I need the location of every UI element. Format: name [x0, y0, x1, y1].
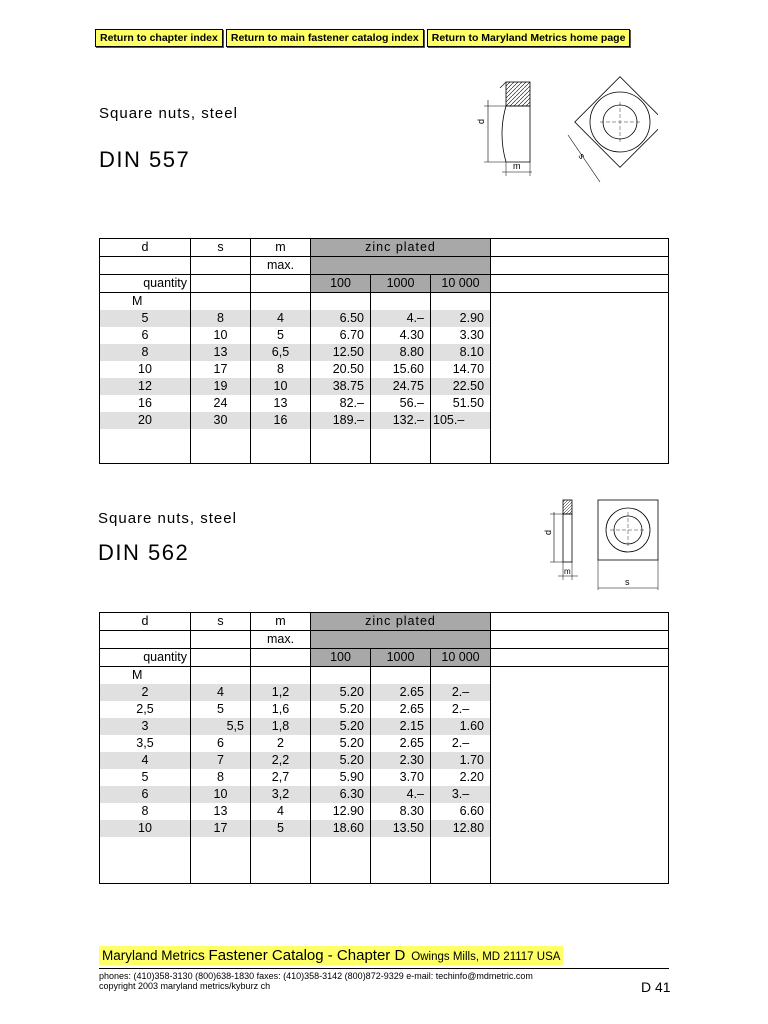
din562-table: [99, 612, 669, 884]
table-row: 20 30 16 189.– 132.– 105.–: [100, 412, 669, 429]
drawing2-label-m: m: [564, 567, 571, 576]
din557-drawing: [440, 72, 658, 188]
footer-divider: [99, 968, 669, 969]
unit-label: M: [100, 293, 191, 311]
header-zinc-plated: zinc plated: [311, 239, 491, 257]
table-row: 12 19 10 38.75 24.75 22.50: [100, 378, 669, 395]
table-row: 8 13 4 12.90 8.30 6.60: [100, 803, 669, 820]
footer-contact: [99, 971, 533, 991]
footer-copyright: copyright 2003 maryland metrics/kyburz ch: [99, 981, 271, 991]
header-qty-10000: 10 000: [431, 649, 491, 667]
drawing2-label-s: s: [625, 577, 630, 587]
footer-catalog-title: Fastener Catalog - Chapter D: [208, 947, 406, 964]
footer-contact-line: phones: (410)358-3130 (800)638-1830 faxes: (410)358-3142 (800)872-9329 e-mail: techinfo@mdmetric.com: [99, 971, 533, 981]
top-navigation: [95, 29, 630, 47]
drawing1-label-s: s: [576, 151, 588, 161]
home-page-link[interactable]: Return to Maryland Metrics home page: [427, 29, 631, 47]
drawing1-label-d: d: [476, 118, 486, 124]
table-row: 3 5,5 1,8 5.20 2.15 1.60: [100, 718, 669, 735]
footer-brand: Maryland Metrics: [102, 948, 209, 963]
table-row: 10 17 5 18.60 13.50 12.80: [100, 820, 669, 837]
table-row: 16 24 13 82.– 56.– 51.50: [100, 395, 669, 412]
header-qty-10000: 10 000: [431, 275, 491, 293]
header-qty-1000: 1000: [371, 275, 431, 293]
header-qty-1000: 1000: [371, 649, 431, 667]
section1-din: DIN 557: [99, 147, 191, 172]
header-max: max.: [251, 631, 311, 649]
din557-table: [99, 238, 669, 464]
footer-catalog-banner: [99, 946, 563, 965]
header-max: max.: [251, 257, 311, 275]
table-row: 2 4 1,2 5.20 2.65 2.–: [100, 684, 669, 701]
drawing2-label-d: d: [543, 529, 553, 535]
header-qty-100: 100: [311, 275, 371, 293]
header-s: s: [191, 613, 251, 631]
section1-title: Square nuts, steel: [99, 105, 238, 122]
main-catalog-index-link[interactable]: Return to main fastener catalog index: [226, 29, 424, 47]
table-row: 5 8 4 6.50 4.– 2.90: [100, 310, 669, 327]
header-quantity: quantity: [100, 275, 191, 293]
table-row: 3,5 6 2 5.20 2.65 2.–: [100, 735, 669, 752]
header-d: d: [100, 239, 191, 257]
header-s: s: [191, 239, 251, 257]
header-m: m: [251, 613, 311, 631]
page-number: D 41: [641, 979, 671, 995]
footer-address: Owings Mills, MD 21117 USA: [411, 951, 561, 963]
din562-drawing: [538, 494, 666, 590]
header-m: m: [251, 239, 311, 257]
table-row: 2,5 5 1,6 5.20 2.65 2.–: [100, 701, 669, 718]
header-d: d: [100, 613, 191, 631]
table-row: 4 7 2,2 5.20 2.30 1.70: [100, 752, 669, 769]
table-row: 5 8 2,7 5.90 3.70 2.20: [100, 769, 669, 786]
table-row: 6 10 3,2 6.30 4.– 3.–: [100, 786, 669, 803]
header-zinc-plated: zinc plated: [311, 613, 491, 631]
table-row: 6 10 5 6.70 4.30 3.30: [100, 327, 669, 344]
table-row: 10 17 8 20.50 15.60 14.70: [100, 361, 669, 378]
header-quantity: quantity: [100, 649, 191, 667]
section2-din: DIN 562: [98, 540, 190, 565]
unit-label: M: [100, 667, 191, 685]
section2-title: Square nuts, steel: [98, 510, 237, 527]
table-row: 8 13 6,5 12.50 8.80 8.10: [100, 344, 669, 361]
header-qty-100: 100: [311, 649, 371, 667]
chapter-index-link[interactable]: Return to chapter index: [95, 29, 223, 47]
drawing1-label-m: m: [513, 161, 521, 171]
